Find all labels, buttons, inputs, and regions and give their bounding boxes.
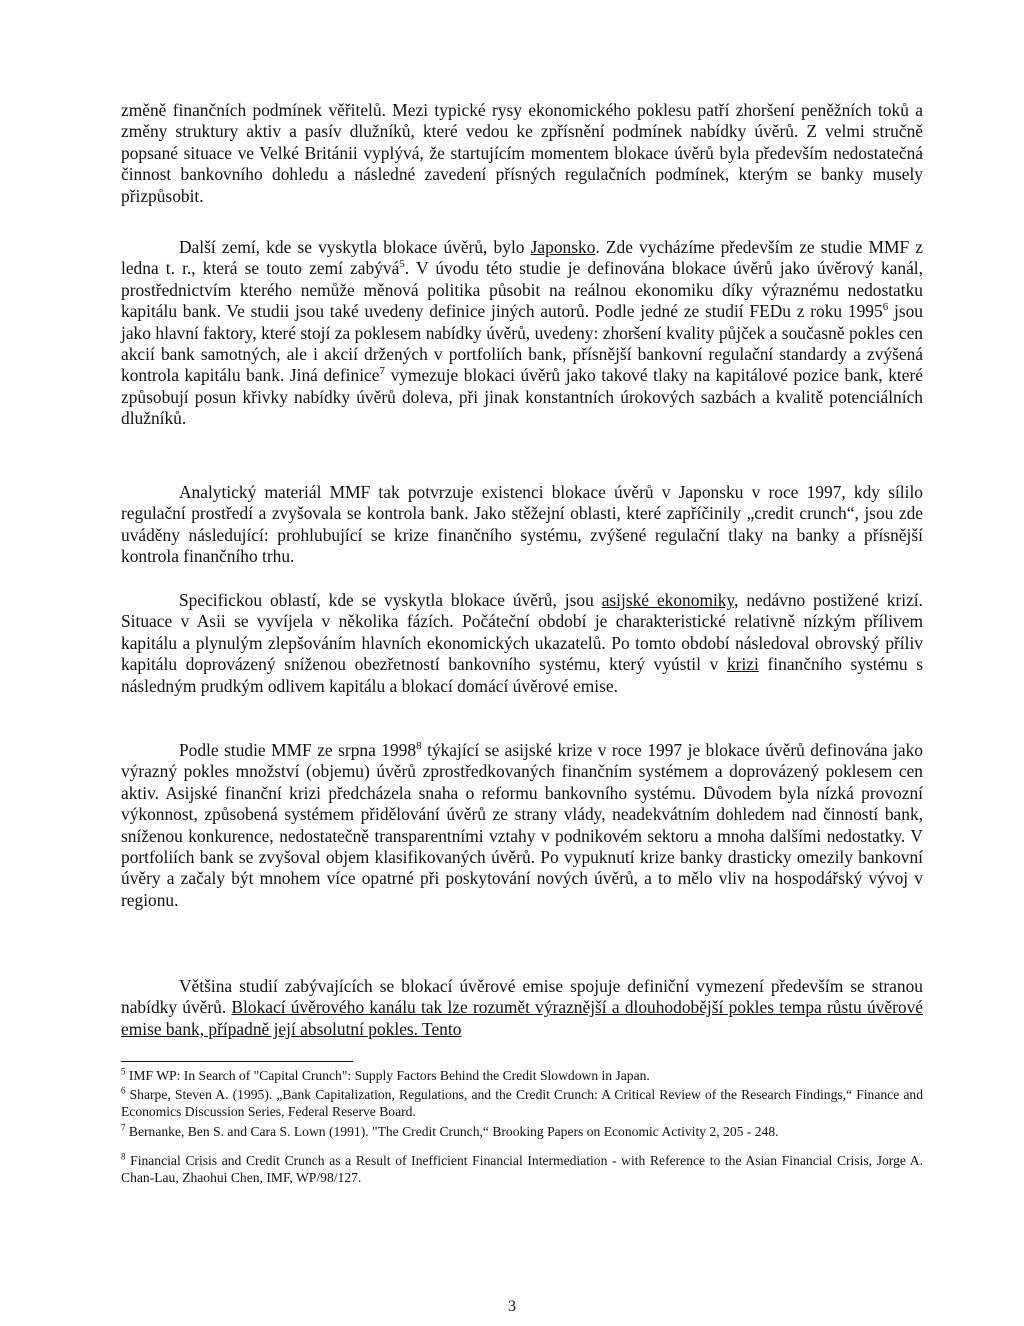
paragraph-4-text-c: finančního systému s následným prudkým odlivem kapitálu a blokací domácí úvěrové emise. [121, 654, 924, 696]
paragraph-2 [121, 237, 923, 430]
footnote-ref-6: 6 [882, 301, 889, 314]
footnote-number: 5 [121, 1066, 126, 1077]
paragraph-2-text-c: . V úvodu této studie je definována blokace úvěrů jako úvěrový kanál, prostřednictvím kterého nemůže měnová politika působit na reálnou ekonomiku díky výraznému nedostatku kapitálu bank. Ve studii jsou také uvedeny definice jiných autorů. Podle jedné ze studií FEDu z roku 1995 [121, 258, 923, 322]
paragraph-3 [121, 482, 923, 568]
footnote-number: 6 [121, 1085, 126, 1096]
page-number: 3 [508, 1298, 516, 1315]
paragraph-3-text: Analytický materiál MMF tak potvrzuje existenci blokace úvěrů v Japonsku v roce 1997, kdy sílilo regulační prostředí a zvyšovala se kontrola bank. Jako stěžejní oblasti, které zapříčinily „credit crunch“, jsou zde uváděny následující: prohlubující se krize finančního systému, zvýšené regulační tlaky na banky a přísnější kontrola finančního trhu. [121, 482, 923, 567]
underlined-krizi: krizi [726, 654, 759, 675]
paragraph-2-text-d: jsou jako hlavní faktory, které stojí za poklesem nabídky úvěrů, uvedeny: zhoršení kvality půjček a současně pokles cen akcií bank samotných, ale i akcií držených v portfoliích bank, přísnější bankovní regulační standardy a zvýšená kontrola kapitálu bank. Jiná definice [121, 301, 923, 386]
footnote-ref-8: 8 [416, 740, 422, 753]
paragraph-1-text: změně finančních podmínek věřitelů. Mezi typické rysy ekonomického poklesu patří zhoršení peněžních toků a změny struktury aktiv a pasív dlužníků, které vedou ke zpřísnění podmínek nabídky úvěrů. Z velmi stručně popsané situace ve Velké Británii vyplývá, že startujícím momentem blokace úvěrů byla především nedostatečná činnost bankovního dohledu a následné zavedení přísných regulačních podmínek, kterým se banky musely přizpůsobit. [121, 100, 923, 206]
footnote-7 [121, 1123, 923, 1140]
footnote-ref-5: 5 [399, 258, 405, 271]
footnote-separator [121, 1061, 353, 1062]
footnote-text: IMF WP: In Search of "Capital Crunch": Supply Factors Behind the Credit Slowdown in Japan. [125, 1068, 650, 1083]
paragraph-6-text-a: Většina studií zabývajících se blokací úvěrové emise spojuje definiční vymezení především se stranou nabídky úvěrů. [121, 976, 923, 1018]
footnote-text: Sharpe, Steven A. (1995). „Bank Capitalization, Regulations, and the Credit Crunch: A Critical Review of the Research Findings,“ Finance and Economics Discussion Series, Federal Reserve Board. [121, 1087, 923, 1120]
paragraph-5-text-a: Podle studie MMF ze srpna 1998 [179, 740, 417, 760]
paragraph-2-text-a: Další zemí, kde se vyskytla blokace úvěrů, bylo [179, 237, 531, 257]
paragraph-1 [121, 100, 923, 207]
underlined-asijske-ekonomiky: asijské ekonomiky [601, 590, 735, 610]
footnote-5 [121, 1067, 923, 1084]
paragraph-5-text-b: týkající se asijské krize v roce 1997 je blokace úvěrů definována jako výrazný pokles množství (objemu) úvěrů zprostředkovaných finančním systémem a doprovázený poklesem cen aktiv. Asijské finanční krizi předcházela snaha o reformu bankovního systému. Důvodem byla nízká provozní výkonnost, způsobená systémem přidělování úvěrů ze strany vlády, neadekvátním dohledem nad činností bank, sníženou konkurence, nedostatečně transparentními vztahy v podnikovém sektoru a mnoha dalšími nedostatky. V portfoliích bank se zvyšoval objem klasifikovaných úvěrů. Po vypuknutí krize banky drasticky omezily bankovní úvěry a začaly být mnohem více opatrné při poskytování nových úvěrů, a to mělo vliv na hospodářský vývoj v regionu. [121, 740, 923, 910]
footnote-text: Financial Crisis and Credit Crunch as a Result of Inefficient Financial Intermediation - with Reference to the Asian Financial Crisis, Jorge A. Chan-Lau, Zhaohui Chen, IMF, WP/98/127. [121, 1152, 923, 1186]
paragraph-4-text-b: , nedávno postižené krizí. Situace v Asii se vyvíjela v několika fázích. Počáteční období je charakteristické relativně nízkým přílivem kapitálu a plynulým zlepšováním hlavních ekonomických ukazatelů. Po tomto období následoval obrovský příliv kapitálu doprovázený sníženou obezřetností bankovního systému, který vyústil v [121, 590, 923, 675]
footnotes [121, 1067, 923, 1188]
underlined-japonsko: Japonsko [530, 237, 596, 257]
footnote-6 [121, 1086, 923, 1120]
footnote-8 [121, 1152, 923, 1186]
footnote-ref-7: 7 [379, 365, 385, 378]
paragraph-2-text-b: . Zde vycházíme především ze studie MMF z ledna t. r., která se touto zemí zabývá [121, 237, 923, 279]
paragraph-6 [121, 976, 923, 1040]
underlined-definition: Blokací úvěrového kanálu tak lze rozumět výraznější a dlouhodobější pokles tempa růstu úvěrové emise bank, případně její absolutní pokles. Tento [121, 997, 923, 1039]
footnote-number: 7 [121, 1122, 126, 1133]
footnote-text: Bernanke, Ben S. and Cara S. Lown (1991). "The Credit Crunch,“ Brooking Papers on Economic Activity 2, 205 - 248. [125, 1123, 779, 1139]
paragraph-4 [121, 590, 923, 697]
paragraph-2-text-e: vymezuje blokaci úvěrů jako takové tlaky na kapitálové pozice bank, které způsobují posun křivky nabídky úvěrů doleva, při jinak konstantních úrokových sazbách a kvalitě potenciálních dlužníků. [121, 365, 923, 429]
paragraph-4-text-a: Specifickou oblastí, kde se vyskytla blokace úvěrů, jsou [179, 590, 602, 610]
paragraph-5 [121, 740, 923, 911]
footnote-number: 8 [121, 1151, 126, 1162]
